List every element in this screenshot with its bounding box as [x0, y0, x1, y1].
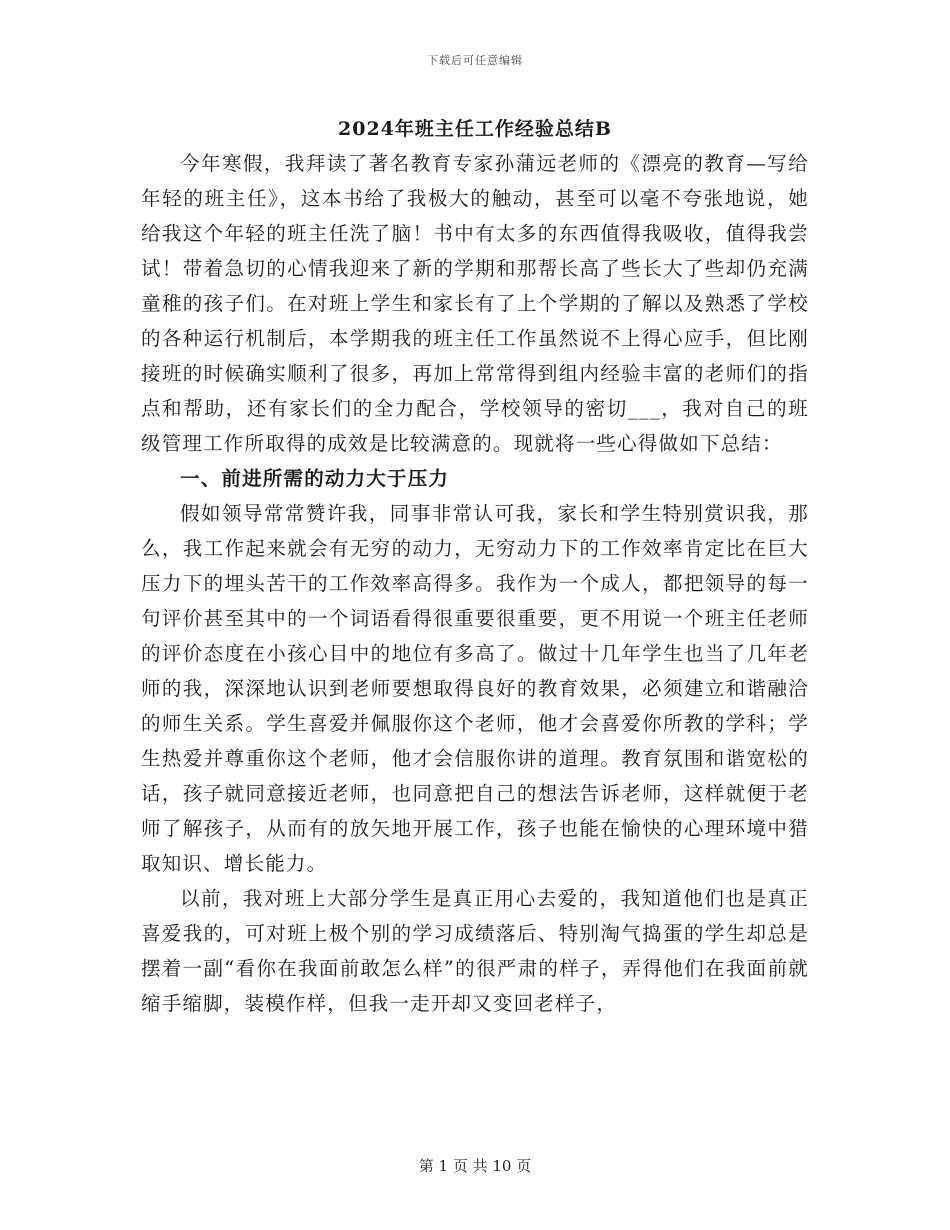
- document-title: 2024年班主任工作经验总结B: [338, 118, 612, 140]
- document-body: [141, 146, 809, 1021]
- page-header-note: 下载后可任意编辑: [427, 54, 523, 67]
- paragraph-intro: 今年寒假，我拜读了著名教育专家孙蒲远老师的《漂亮的教育—写给年轻的班主任》，这本书给了我极大的触动，甚至可以毫不夸张地说，她给我这个年轻的班主任洗了脑！书中有太多的东西值得我吸收，值得我尝试！带着急切的心情我迎来了新的学期和那帮长高了些长大了些却仍充满童稚的孩子们。在对班上学生和家长有了上个学期的了解以及熟悉了学校的各种运行机制后，本学期我的班主任工作虽然说不上得心应手，但比刚接班的时候确实顺利了很多，再加上常常得到组内经验丰富的老师们的指点和帮助，还有家长们的全力配合，学校领导的密切___，我对自己的班级管理工作所取得的成效是比较满意的。现就将一些心得做如下总结：: [141, 152, 809, 455]
- paragraph-continued: 以前，我对班上大部分学生是真正用心去爱的，我知道他们也是真正喜爱我的，可对班上极个别的学习成绩落后、特别淘气捣蛋的学生却总是摆着一副“看你在我面前敢怎么样”的很严肃的样子，弄得他们在我面前就缩手缩脚，装模作样，但我一走开却又变回老样子，: [141, 887, 809, 1015]
- section-heading-1: 一、前进所需的动力大于压力: [180, 467, 450, 490]
- paragraph-section-1: 假如领导常常赞许我，同事非常认可我，家长和学生特别赏识我，那么，我工作起来就会有无穷的动力，无穷动力下的工作效率肯定比在巨大压力下的埋头苦干的工作效率高得多。我作为一个成人，都把领导的每一句评价甚至其中的一个词语看得很重要很重要，更不用说一个班主任老师的评价态度在小孩心目中的地位有多高了。做过十几年学生也当了几年老师的我，深深地认识到老师要想取得良好的教育效果，必须建立和谐融洽的师生关系。学生喜爱并佩服你这个老师，他才会喜爱你所教的学科；学生热爱并尊重你这个老师，他才会信服你讲的道理。教育氛围和谐宽松的话，孩子就同意接近老师，也同意把自己的想法告诉老师，这样就便于老师了解孩子，从而有的放矢地开展工作，孩子也能在愉快的心理环境中猎取知识、增长能力。: [141, 502, 809, 875]
- page-number: 第 1 页 共 10 页: [418, 1157, 532, 1175]
